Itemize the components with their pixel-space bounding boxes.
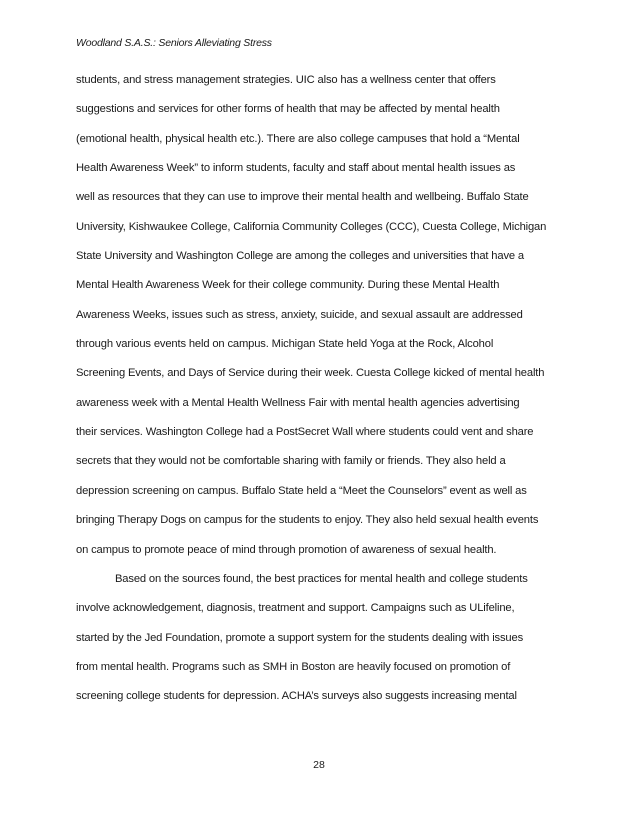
running-header: Woodland S.A.S.: Seniors Alleviating Stress [76, 37, 272, 49]
text-line: started by the Jed Foundation, promote a support system for the students dealing with issues [76, 631, 524, 644]
text-line: suggestions and services for other forms of health that may be affected by mental health [76, 103, 500, 116]
text-line: on campus to promote peace of mind through promotion of awareness of sexual health. [76, 543, 497, 556]
text-line: students, and stress management strategies. UIC also has a wellness center that offers [76, 74, 496, 86]
text-line: (emotional health, physical health etc.). There are also college campuses that hold a “Mental [76, 132, 520, 145]
text-line: Mental Health Awareness Week for their college community. During these Mental Health [76, 279, 500, 292]
text-line: their services. Washington College had a PostSecret Wall where students could vent and share [76, 426, 534, 439]
text-line: well as resources that they can use to improve their mental health and wellbeing. Buffalo State [76, 191, 529, 204]
text-line: University, Kishwaukee College, California Community Colleges (CCC), Cuesta College, Michigan [76, 220, 547, 233]
text-line: Screening Events, and Days of Service during their week. Cuesta College kicked of mental health [76, 367, 545, 380]
text-line: Awareness Weeks, issues such as stress, anxiety, suicide, and sexual assault are addressed [76, 308, 523, 321]
text-line: bringing Therapy Dogs on campus for the students to enjoy. They also held sexual health events [76, 514, 539, 527]
text-line: through various events held on campus. Michigan State held Yoga at the Rock, Alcohol [76, 338, 494, 351]
text-line: involve acknowledgement, diagnosis, treatment and support. Campaigns such as ULifeline, [76, 602, 515, 615]
body-text [76, 66, 576, 712]
text-line: depression screening on campus. Buffalo State held a “Meet the Counselors” event as well as [76, 484, 527, 497]
text-line: screening college students for depression. ACHA’s surveys also suggests increasing mental [76, 690, 517, 703]
text-line: State University and Washington College are among the colleges and universities that have a [76, 250, 524, 263]
text-line: Health Awareness Week” to inform students, faculty and staff about mental health issues as [76, 162, 516, 175]
page-number: 28 [313, 759, 325, 771]
paragraph-start-line: Based on the sources found, the best practices for mental health and college students [115, 572, 528, 585]
text-line: from mental health. Programs such as SMH in Boston are heavily focused on promotion of [76, 660, 511, 673]
text-line: secrets that they would not be comfortable sharing with family or friends. They also held a [76, 455, 506, 468]
text-line: awareness week with a Mental Health Wellness Fair with mental health agencies advertising [76, 396, 520, 409]
